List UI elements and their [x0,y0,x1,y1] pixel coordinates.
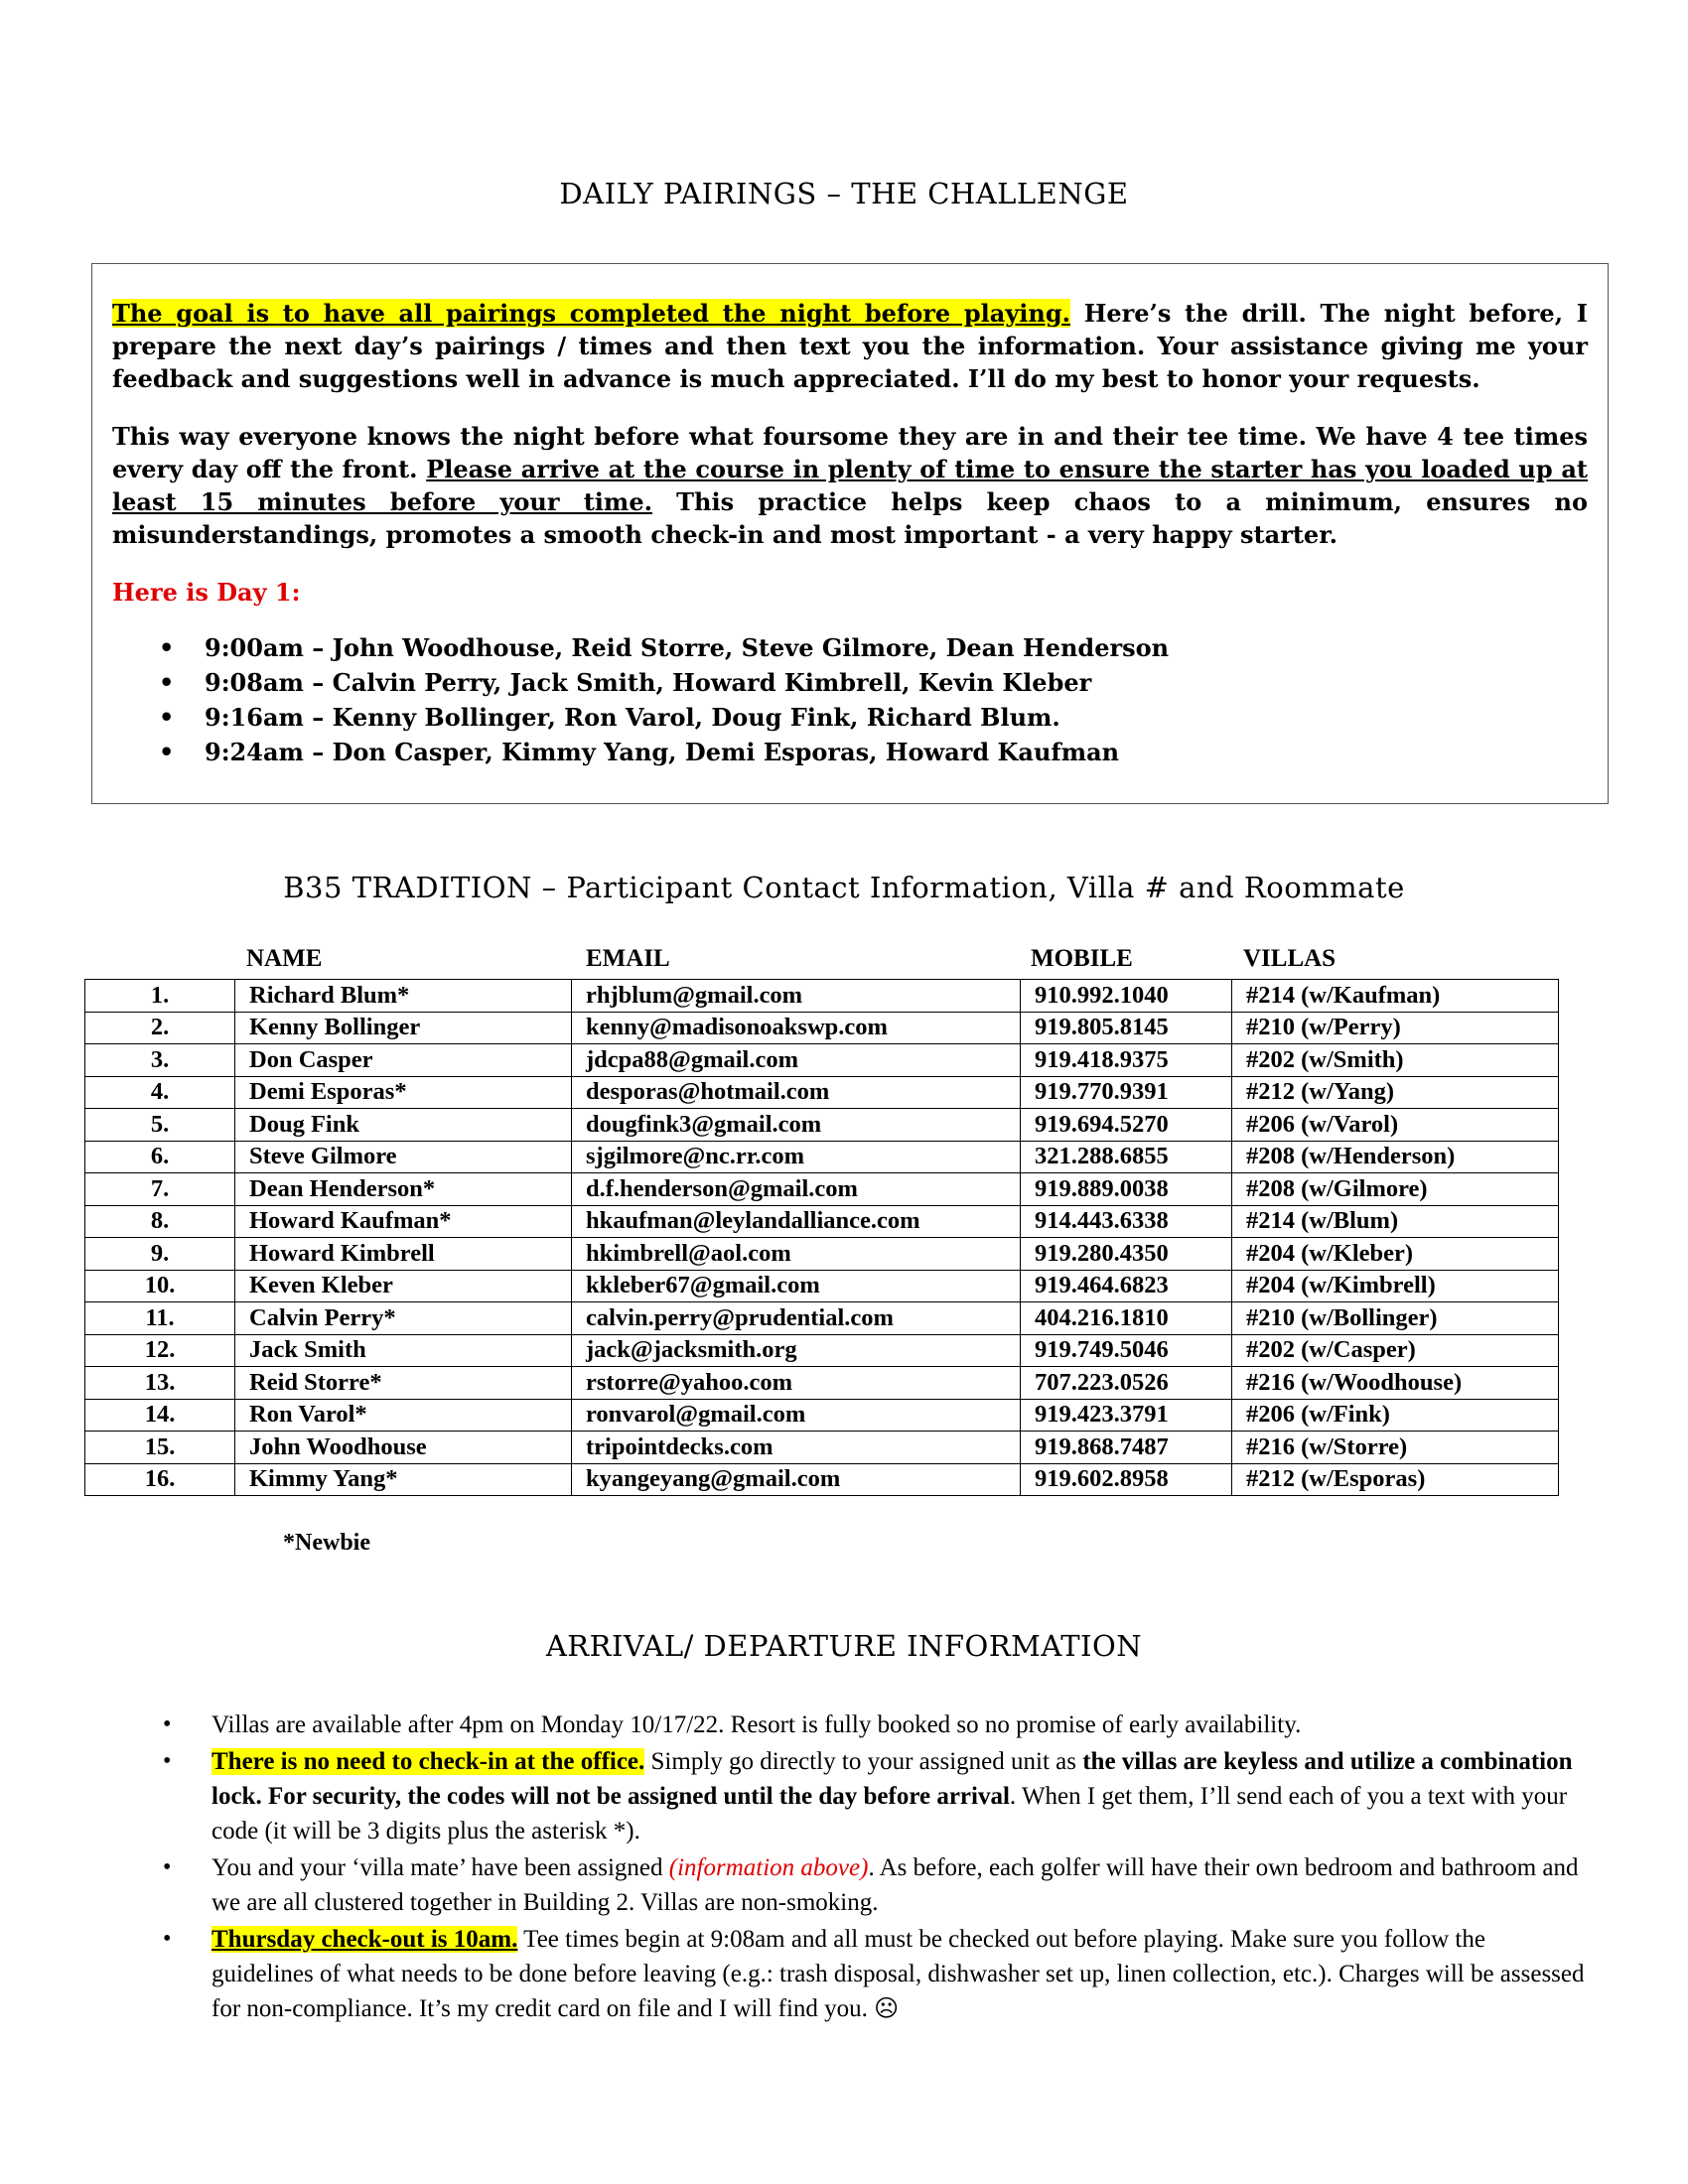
arrival-item-text: . As before, each golfer will have their own bedroom and bathroom and we are all clustered together in Building 2. Villas are non-smoking. [211,1854,1579,1916]
participant-villa: #214 (w/Blum) [1232,1205,1559,1238]
participant-mobile: 919.418.9375 [1021,1044,1232,1077]
table-row [85,1463,1559,1496]
arrival-title: ARRIVAL/ DEPARTURE INFORMATION [545,1629,1143,1663]
participant-name: Dean Henderson* [235,1173,572,1206]
participant-name: Kimmy Yang* [235,1463,572,1496]
tee-time-item: • 9:00am – John Woodhouse, Reid Storre, Steve Gilmore, Dean Henderson [112,630,1588,665]
row-number: 5. [85,1109,235,1142]
table-row [85,1432,1559,1464]
contacts-table [84,979,1559,1496]
participant-villa: #212 (w/Yang) [1232,1076,1559,1109]
row-number: 16. [85,1463,235,1496]
participant-email: jdcpa88@gmail.com [572,1044,1021,1077]
row-number: 9. [85,1238,235,1271]
participant-email: tripointdecks.com [572,1432,1021,1464]
participant-name: Steve Gilmore [235,1141,572,1173]
participant-email: kyangeyang@gmail.com [572,1463,1021,1496]
participant-name: Keven Kleber [235,1270,572,1302]
participant-name: Jack Smith [235,1334,572,1367]
participant-mobile: 919.694.5270 [1021,1109,1232,1142]
row-number: 15. [85,1432,235,1464]
goal-highlight: The goal is to have all pairings completed the night before playing. [112,299,1070,328]
intro-box [91,263,1609,804]
column-header-mobile: MOBILE [1031,945,1133,972]
table-row [85,1334,1559,1367]
row-number: 1. [85,980,235,1013]
newbie-footnote: *Newbie [283,1530,370,1556]
day-label: Here is Day 1: [112,578,301,607]
column-header-email: EMAIL [586,945,670,972]
participant-email: rhjblum@gmail.com [572,980,1021,1013]
table-row [85,1205,1559,1238]
table-row [85,1367,1559,1400]
table-row [85,1238,1559,1271]
arrival-item-text: You and your ‘villa mate’ have been assigned [211,1854,669,1881]
row-number: 10. [85,1270,235,1302]
row-number: 2. [85,1012,235,1044]
participant-name: Doug Fink [235,1109,572,1142]
participant-name: Demi Esporas* [235,1076,572,1109]
participant-mobile: 404.216.1810 [1021,1302,1232,1335]
table-row [85,1270,1559,1302]
intro-text: Here’s the drill. The night before, I prepare the next day’s pairings / times and then text you the information. Your assistance giving me your feedback and suggestions well in advance is much appreciated. I’ll do my best to honor your requests. [112,299,1588,393]
participant-mobile: 919.889.0038 [1021,1173,1232,1206]
row-number: 13. [85,1367,235,1400]
checkout-highlight: Thursday check-out is 10am. [211,1926,518,1953]
row-number: 4. [85,1076,235,1109]
intro-paragraph-1 [112,297,1588,395]
participant-villa: #202 (w/Casper) [1232,1334,1559,1367]
table-row [85,1399,1559,1432]
participant-villa: #208 (w/Henderson) [1232,1141,1559,1173]
participant-email: calvin.perry@prudential.com [572,1302,1021,1335]
participant-name: Calvin Perry* [235,1302,572,1335]
row-number: 11. [85,1302,235,1335]
info-above-note: (information above) [668,1854,869,1881]
intro-p2-end: This practice helps keep chaos to a minimum, ensures no misunderstandings, promotes a smooth check-in and most important - a very happy starter. [112,487,1588,549]
participant-mobile: 919.280.4350 [1021,1238,1232,1271]
participant-mobile: 910.992.1040 [1021,980,1232,1013]
participant-email: dougfink3@gmail.com [572,1109,1021,1142]
participant-name: Reid Storre* [235,1367,572,1400]
column-header-name: NAME [246,945,323,972]
arrival-list [149,1707,1589,2028]
arrival-item [149,1744,1589,1848]
participant-mobile: 919.602.8958 [1021,1463,1232,1496]
table-row [85,980,1559,1013]
contacts-table-body [85,980,1559,1496]
table-row [85,1044,1559,1077]
tee-times-list [112,630,1588,769]
participant-mobile: 707.223.0526 [1021,1367,1232,1400]
row-number: 7. [85,1173,235,1206]
arrival-item [149,1850,1589,1920]
participant-email: ronvarol@gmail.com [572,1399,1021,1432]
participant-mobile: 919.464.6823 [1021,1270,1232,1302]
tee-time-item: • 9:24am – Don Casper, Kimmy Yang, Demi Esporas, Howard Kaufman [112,735,1588,769]
table-row [85,1012,1559,1044]
row-number: 14. [85,1399,235,1432]
participant-mobile: 919.805.8145 [1021,1012,1232,1044]
participant-name: Don Casper [235,1044,572,1077]
page-title: DAILY PAIRINGS – THE CHALLENGE [559,177,1129,210]
participant-mobile: 919.770.9391 [1021,1076,1232,1109]
arrival-item [149,1707,1589,1742]
participant-name: Richard Blum* [235,980,572,1013]
participant-email: rstorre@yahoo.com [572,1367,1021,1400]
arrival-item-text: Simply go directly to your assigned unit as [644,1748,1083,1775]
table-row [85,1109,1559,1142]
participant-name: Kenny Bollinger [235,1012,572,1044]
participant-email: hkimbrell@aol.com [572,1238,1021,1271]
participant-name: John Woodhouse [235,1432,572,1464]
arrival-item-text: Villas are available after 4pm on Monday 10/17/22. Resort is fully booked so no promise of early availability. [211,1711,1302,1738]
row-number: 3. [85,1044,235,1077]
participant-email: jack@jacksmith.org [572,1334,1021,1367]
arrival-item-text: . When I get them, I’ll send each of you a text with your code (it will be 3 digits plus the asterisk *). [211,1783,1568,1844]
table-row [85,1076,1559,1109]
participant-villa: #206 (w/Varol) [1232,1109,1559,1142]
participant-villa: #208 (w/Gilmore) [1232,1173,1559,1206]
column-header-villas: VILLAS [1243,945,1336,972]
row-number: 12. [85,1334,235,1367]
row-number: 8. [85,1205,235,1238]
participant-email: d.f.henderson@gmail.com [572,1173,1021,1206]
contacts-title: B35 TRADITION – Participant Contact Information, Villa # and Roommate [283,871,1405,904]
table-row [85,1302,1559,1335]
arrival-item [149,1922,1589,2026]
checkin-highlight: There is no need to check-in at the office. [211,1748,645,1775]
participant-villa: #214 (w/Kaufman) [1232,980,1559,1013]
participant-villa: #216 (w/Woodhouse) [1232,1367,1559,1400]
participant-villa: #210 (w/Bollinger) [1232,1302,1559,1335]
participant-email: kenny@madisonoakswp.com [572,1012,1021,1044]
participant-villa: #202 (w/Smith) [1232,1044,1559,1077]
intro-p2-start: This way everyone knows the night before what foursome they are in and their tee time. We have 4 tee times every day off the front. [112,422,1588,483]
participant-mobile: 914.443.6338 [1021,1205,1232,1238]
participant-villa: #216 (w/Storre) [1232,1432,1559,1464]
participant-mobile: 919.868.7487 [1021,1432,1232,1464]
participant-name: Howard Kimbrell [235,1238,572,1271]
participant-email: hkaufman@leylandalliance.com [572,1205,1021,1238]
participant-villa: #204 (w/Kleber) [1232,1238,1559,1271]
tee-time-item: • 9:16am – Kenny Bollinger, Ron Varol, Doug Fink, Richard Blum. [112,700,1588,735]
tee-time-item: • 9:08am – Calvin Perry, Jack Smith, Howard Kimbrell, Kevin Kleber [112,665,1588,700]
participant-email: desporas@hotmail.com [572,1076,1021,1109]
intro-paragraph-2 [112,420,1588,551]
arrival-item-text: Tee times begin at 9:08am and all must be checked out before playing. Make sure you follow the guidelines of what needs to be done before leaving (e.g.: trash disposal, dishwasher set up, linen collection, etc.). Charges will be assessed for non-compliance. It’s my credit card on file and I will find you. [211,1926,1585,2022]
participant-villa: #210 (w/Perry) [1232,1012,1559,1044]
participant-villa: #204 (w/Kimbrell) [1232,1270,1559,1302]
frown-face-icon: ☹ [874,1994,900,2022]
row-number: 6. [85,1141,235,1173]
participant-villa: #212 (w/Esporas) [1232,1463,1559,1496]
participant-name: Howard Kaufman* [235,1205,572,1238]
participant-email: sjgilmore@nc.rr.com [572,1141,1021,1173]
participant-mobile: 321.288.6855 [1021,1141,1232,1173]
participant-villa: #206 (w/Fink) [1232,1399,1559,1432]
keyless-note: the villas are keyless and utilize a combination lock. For security, the codes will not be assigned until the day before arrival [211,1748,1573,1810]
participant-mobile: 919.423.3791 [1021,1399,1232,1432]
table-row [85,1141,1559,1173]
participant-mobile: 919.749.5046 [1021,1334,1232,1367]
participant-email: kkleber67@gmail.com [572,1270,1021,1302]
table-row [85,1173,1559,1206]
arrival-instruction: Please arrive at the course in plenty of time to ensure the starter has you loaded up at least 15 minutes before your time. [112,455,1588,516]
participant-name: Ron Varol* [235,1399,572,1432]
